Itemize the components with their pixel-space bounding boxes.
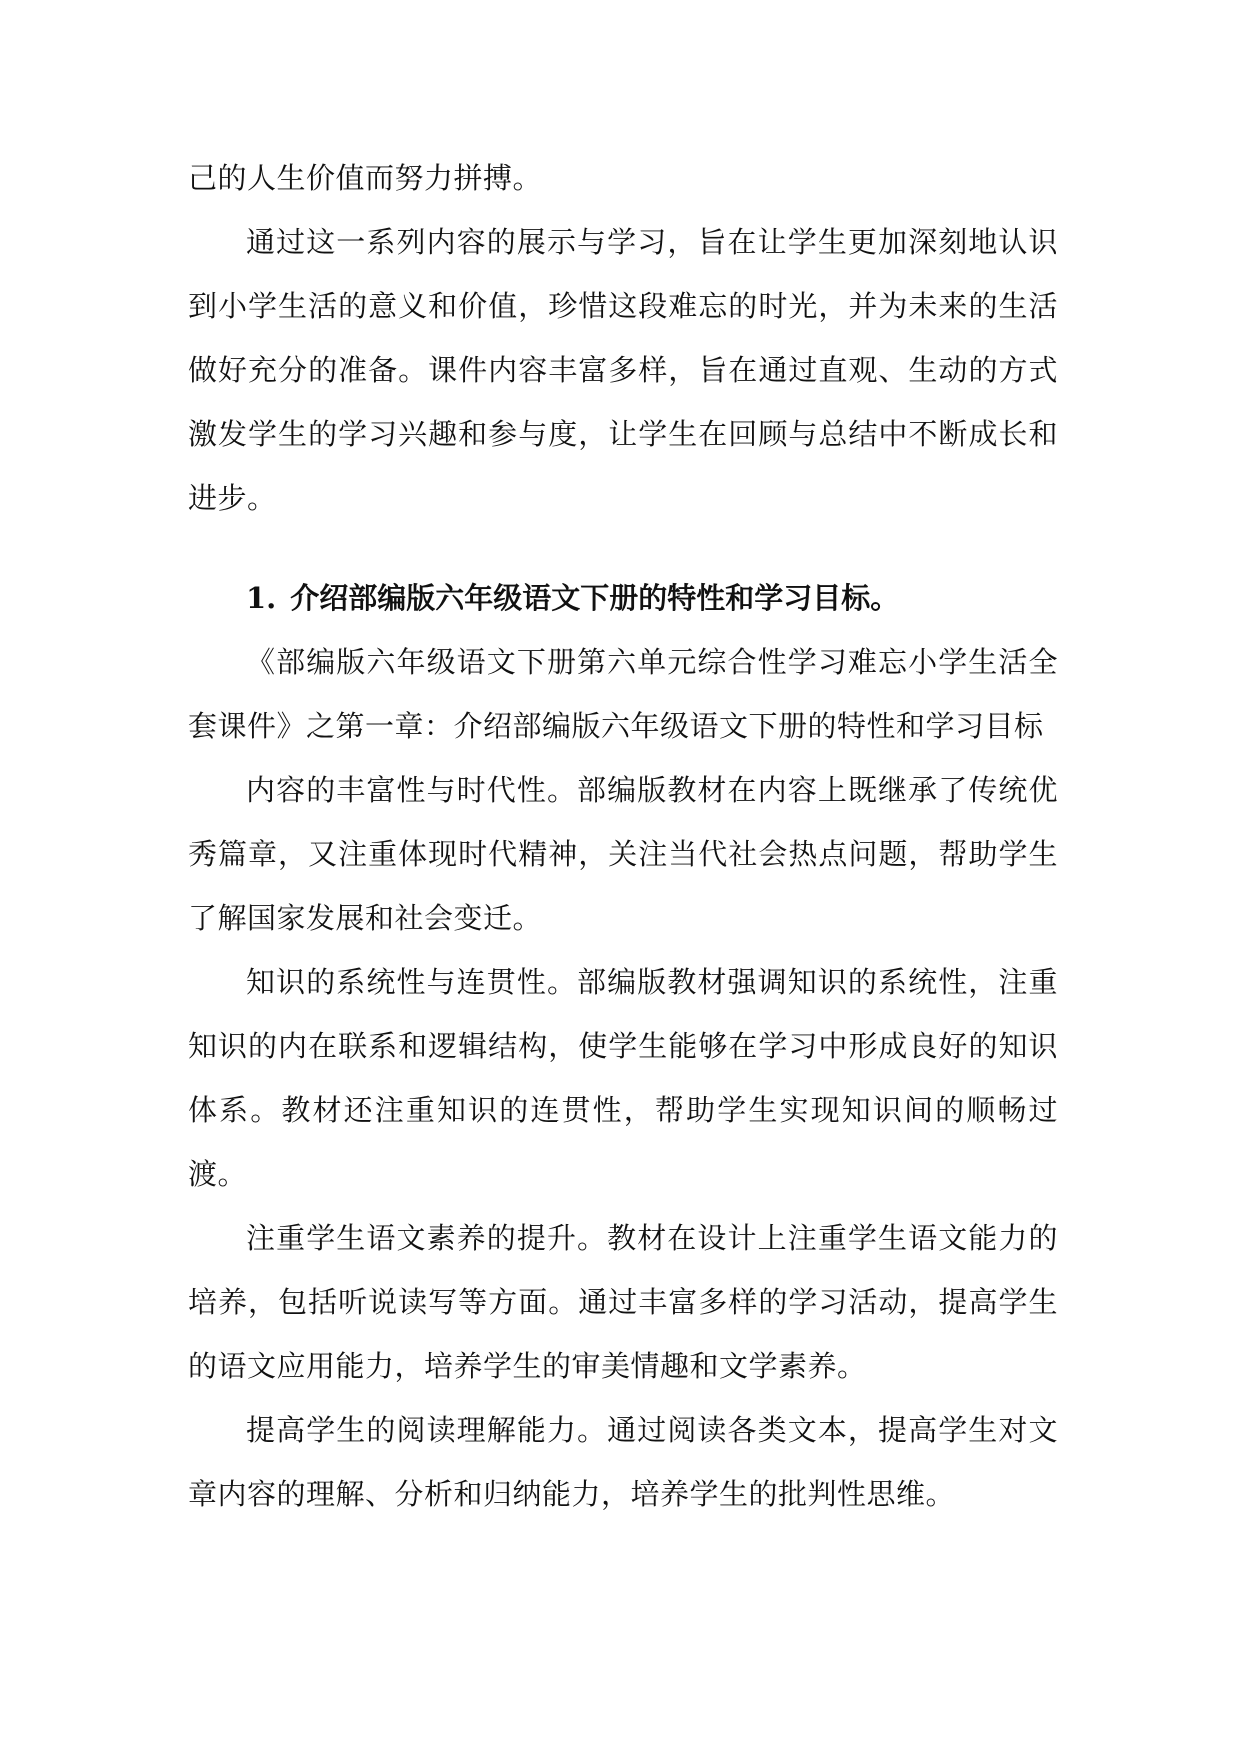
section-heading	[188, 566, 1058, 630]
section-title: 介绍部编版六年级语文下册的特性和学习目标。	[290, 581, 900, 615]
body-paragraph-2: 通过这一系列内容的展示与学习，旨在让学生更加深刻地认识到小学生活的意义和价值，珍惜这段难忘的时光，并为未来的生活做好充分的准备。课件内容丰富多样，旨在通过直观、生动的方式激发学生的学习兴趣和参与度，让学生在回顾与总结中不断成长和进步。	[188, 225, 1058, 515]
body-paragraph-3: 《部编版六年级语文下册第六单元综合性学习难忘小学生活全套课件》之第一章：介绍部编版六年级语文下册的特性和学习目标	[188, 645, 1058, 743]
section-spacer	[188, 530, 1058, 566]
section-number: 1.	[246, 581, 277, 615]
document-page	[188, 146, 1058, 1526]
body-paragraph-7: 提高学生的阅读理解能力。通过阅读各类文本，提高学生对文章内容的理解、分析和归纳能力，培养学生的批判性思维。	[188, 1413, 1058, 1511]
body-paragraph-5: 知识的系统性与连贯性。部编版教材强调知识的系统性，注重知识的内在联系和逻辑结构，使学生能够在学习中形成良好的知识体系。教材还注重知识的连贯性，帮助学生实现知识间的顺畅过渡。	[188, 965, 1058, 1191]
body-paragraph-1: 己的人生价值而努力拼搏。	[188, 161, 543, 195]
body-paragraph-6: 注重学生语文素养的提升。教材在设计上注重学生语文能力的培养，包括听说读写等方面。通过丰富多样的学习活动，提高学生的语文应用能力，培养学生的审美情趣和文学素养。	[188, 1221, 1058, 1383]
body-paragraph-4: 内容的丰富性与时代性。部编版教材在内容上既继承了传统优秀篇章，又注重体现时代精神，关注当代社会热点问题，帮助学生了解国家发展和社会变迁。	[188, 773, 1058, 935]
